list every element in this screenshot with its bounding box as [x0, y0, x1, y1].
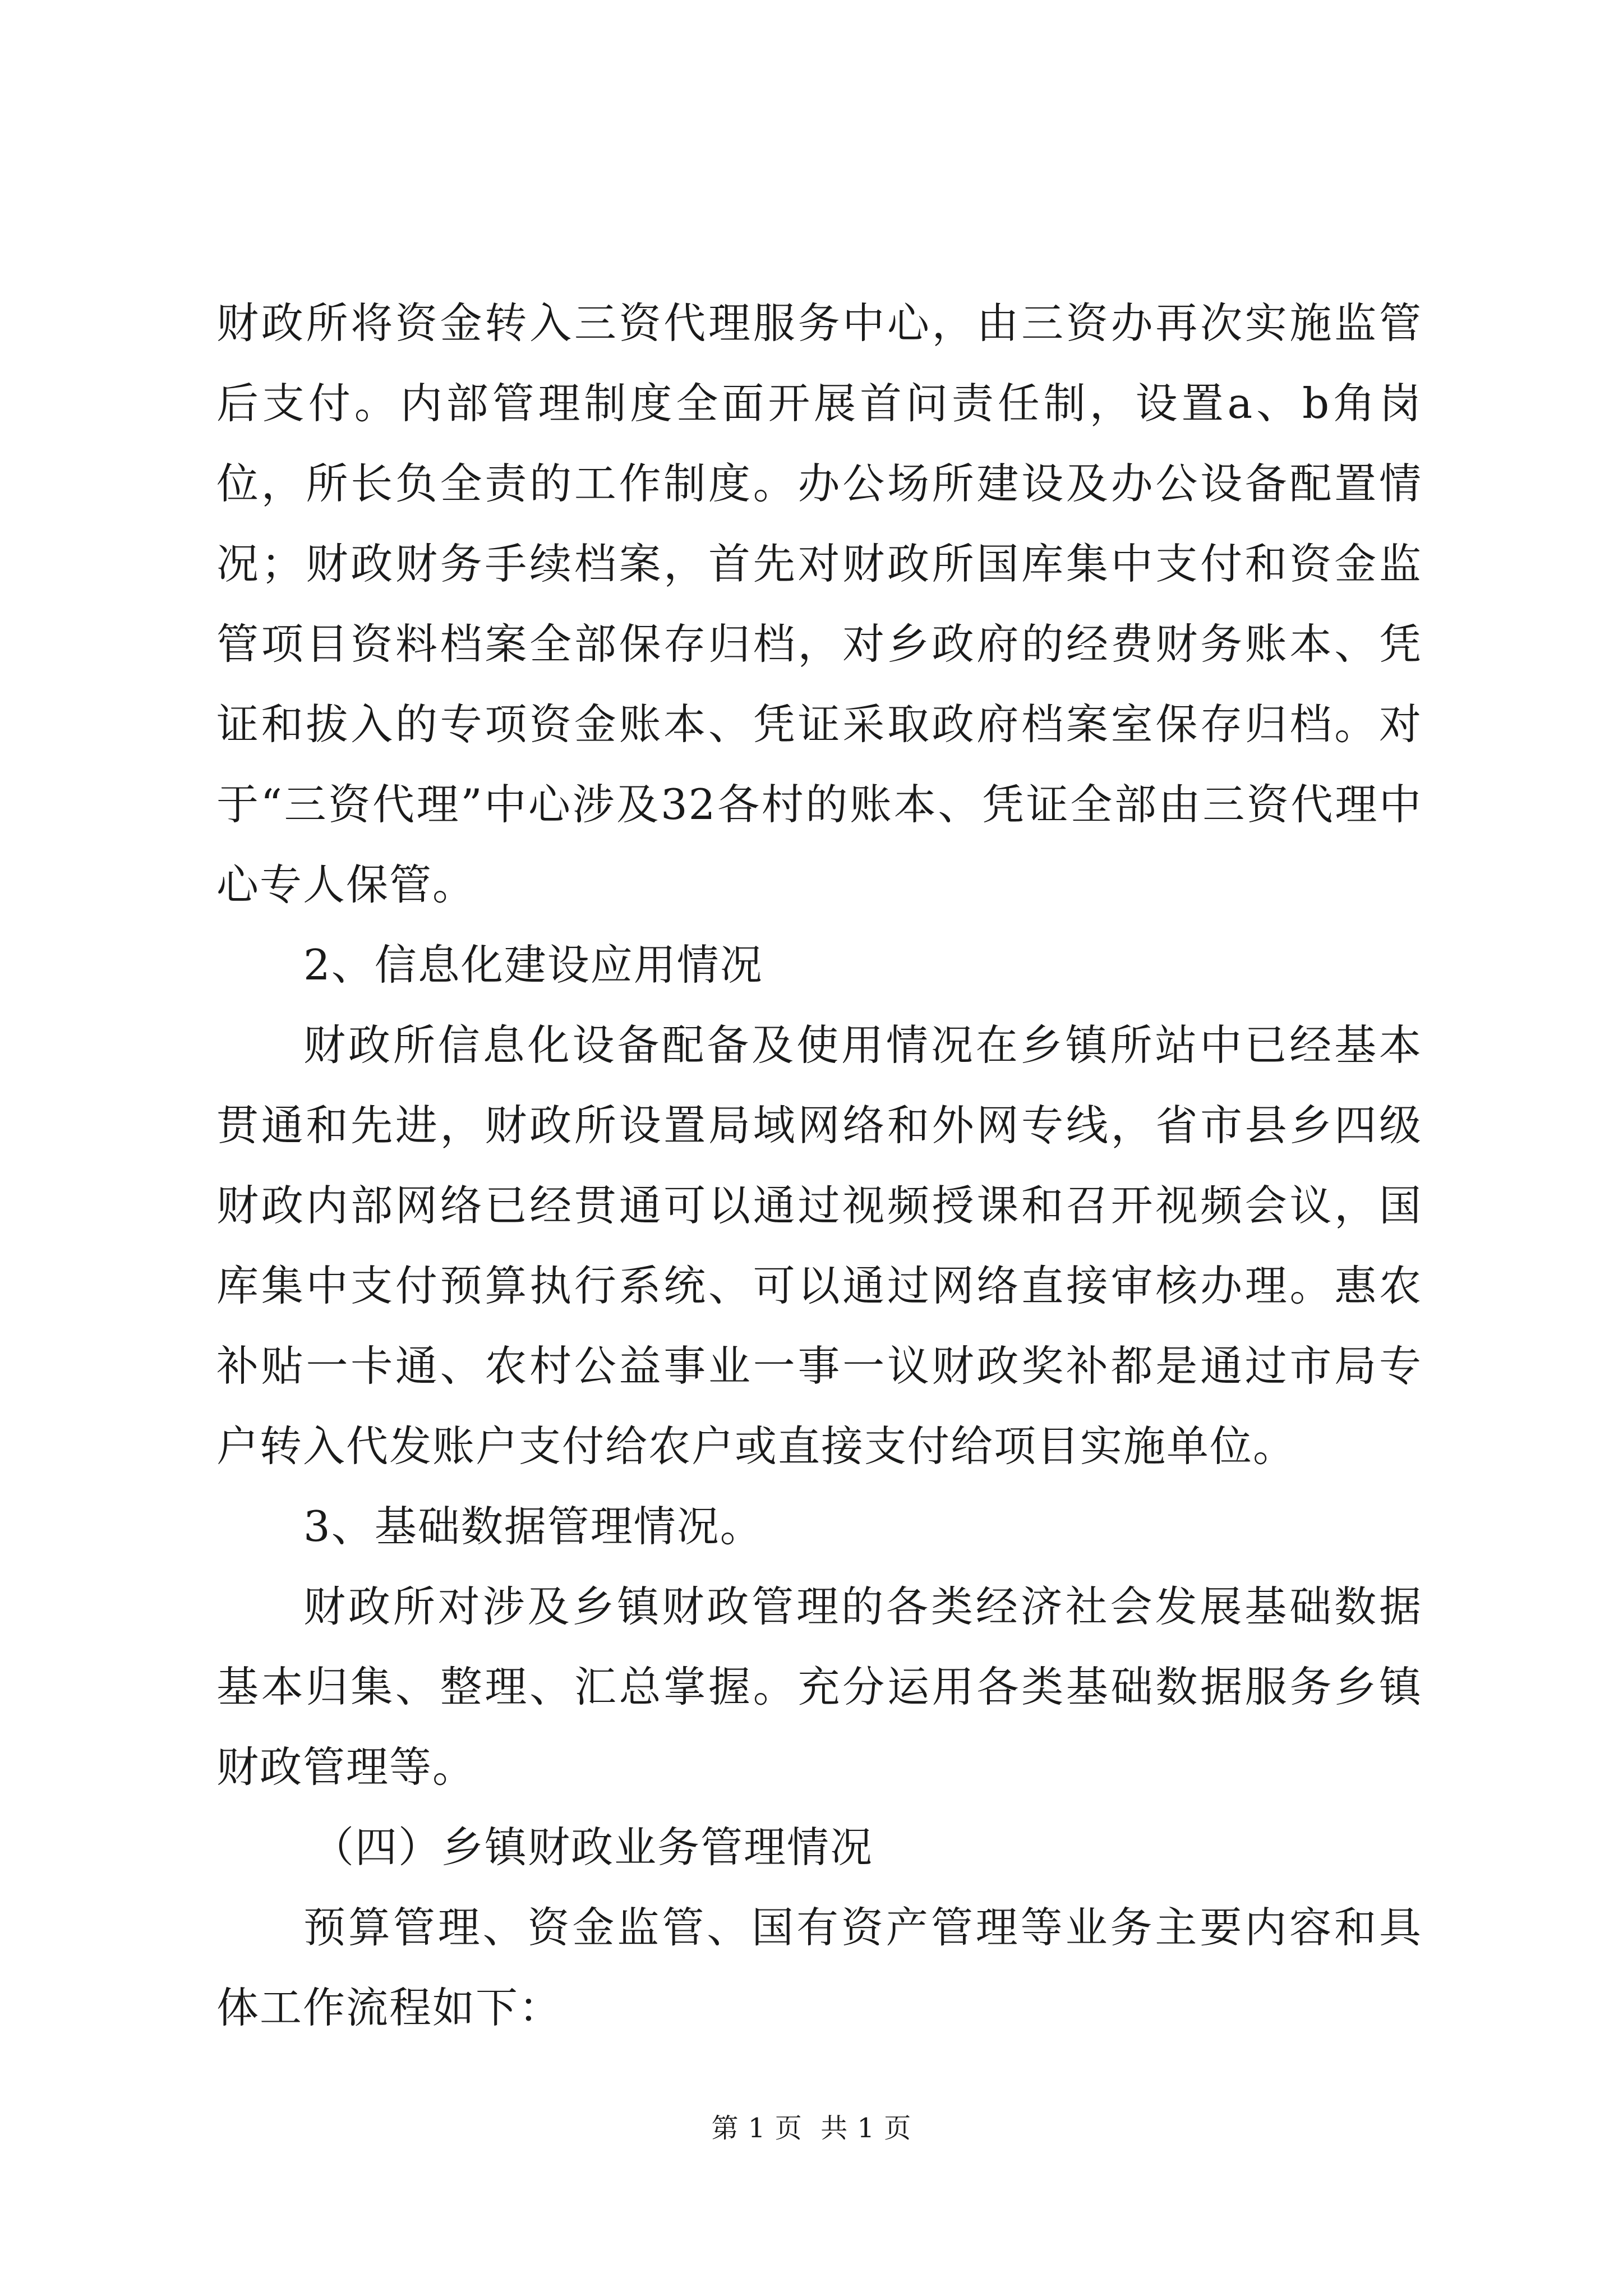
heading-basic-data: 3、基础数据管理情况。 [303, 1502, 763, 1551]
heading-informatization: 2、信息化建设应用情况 [303, 940, 763, 990]
document-body [216, 283, 1422, 2048]
heading-section-four: （四）乡镇财政业务管理情况 [312, 1823, 874, 1872]
paragraph-funds-management: 财政所将资金转入三资代理服务中心，由三资办再次实施监管后支付。内部管理制度全面开展首问责任制，设置a、b角岗位，所长负全责的工作制度。办公场所建设及办公设备配置情况；财政财务手续档案，首先对财政所国库集中支付和资金监管项目资料档案全部保存归档，对乡政府的经费财务账本、凭证和拔入的专项资金账本、凭证采取政府档案室保存归档。对于“三资代理”中心涉及32各村的账本、凭证全部由三资代理中心专人保管。 [216, 298, 1422, 909]
paragraph-informatization: 财政所信息化设备配备及使用情况在乡镇所站中已经基本贯通和先进，财政所设置局域网络和外网专线，省市县乡四级财政内部网络已经贯通可以通过视频授课和召开视频会议，国库集中支付预算执行系统、可以通过网络直接审核办理。惠农补贴一卡通、农村公益事业一事一议财政奖补都是通过市局专户转入代发账户支付给农户或直接支付给项目实施单位。 [216, 1020, 1422, 1471]
page-footer [0, 2106, 1623, 2145]
paragraph-business-management: 预算管理、资金监管、国有资产管理等业务主要内容和具体工作流程如下： [216, 1903, 1422, 2032]
paragraph-basic-data: 财政所对涉及乡镇财政管理的各类经济社会发展基础数据基本归集、整理、汇总掌握。充分运用各类基础数据服务乡镇财政管理等。 [216, 1582, 1422, 1792]
page-number-label: 第 1 页 共 1 页 [711, 2113, 912, 2144]
